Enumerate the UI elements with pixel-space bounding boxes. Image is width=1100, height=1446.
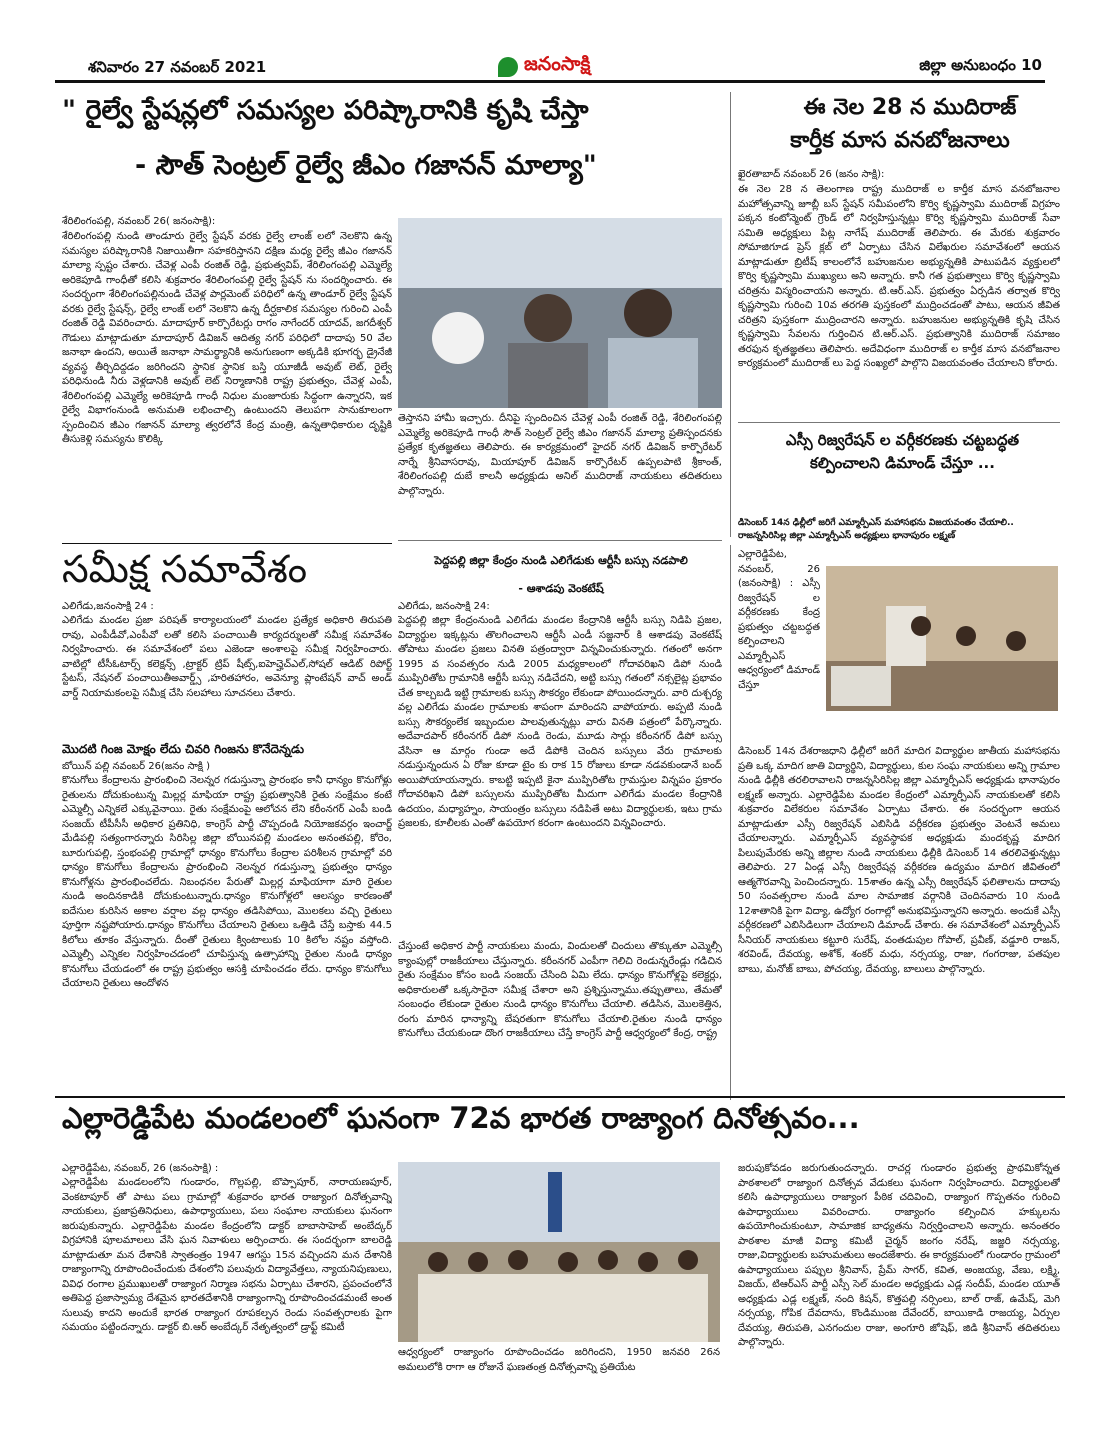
story6-headline: పెద్దపల్లి జిల్లా కేంద్రం నుండి ఎలిగేడుకు ఆర్టీసీ బస్సు నడపాలి <box>434 554 688 567</box>
mrps-meeting-photo <box>826 566 1058 711</box>
story7-headline: ఎల్లారెడ్డిపేట మండలంలో ఘనంగా 72వ భారత రాజ్యాంగ దినోత్సవం... <box>62 1101 860 1135</box>
story3-body: డిసెంబర్ 14న దేశరాజధాని ఢిల్లీలో జరిగే మాదిగ విద్యార్థుల జాతీయ మహాసభను ప్రతి ఒక్క మాదిగ జాతి విద్యార్థిని, విద్యార్థులు, కుల సంఘ నాయకులు అన్ని గ్రామాల నుండి ఢిల్లీకి తరలిరావాలని రాజన్నసిరిసిల్ల జిల్లా ఎమ్మార్పీఎస్ అధ్యక్షుడు భానాపురం లక్ష్మణ్ అన్నారు. ఎల్లారెడ్డిపేట మండల కేంద్రంలో ఎమ్మార్పీఎస్ నాయకులతో కలిసి శుక్రవారం విలేకరుల సమావేశం ఏర్పాటు చేశారు. ఈ సందర్భంగా ఆయన మాట్లాడుతూ ఎస్సీ రిజ్వరేషన్ ఎబిసిడి వర్గీకరణ ప్రభుత్వం వెంటనే అమలు చేయాలన్నారు. ఎమ్మార్పీఎస్ వ్యవస్థాపక అధ్యక్షుడు మందకృష్ణ మాదిగ పిలుపుమేరకు అన్ని జిల్లాల నుండి నాయకులు ఢిల్లీకి డిసెంబర్ 14 తరలివెళ్తున్నట్లు తెలిపారు. 27 ఏండ్ల ఎస్సీ రిజ్వరేషన్ల వర్గీకరణ ఉద్యమం మాదిగ జీవితంలో ఆత్మగౌరవాన్ని పెంచిందన్నారు. 15శాతం ఉన్న ఎస్సీ రిజ్వరేషన్ ఫలితాలను దాదాపు 50 సంవత్సరాల నుండి మాల సామాజిక వర్గానికి చెందినవారు 10 నుండి 12శాతానికి పైగా విద్యా, ఉద్యోగ రంగాల్లో అనుభవిస్తున్నారని అన్నారు. అందుకే ఎస్సీ వర్గీకరణలో ఎబిసిడిలుగా చేయాలని డిమాండ్ చేశారు. ఈ సమావేశంలో ఎమ్మార్పీఎస్ సీనియర్ నాయకులు కట్టూరి సురేష్, వంతడుపుల గోపాల్, ప్రవీణ్, వడ్డూరి రాజన్, శరవిండ్, దేవయ్య, అశోక్, శంకర్ మధు, నర్సయ్య, రాజు, గంగరాజు, పతపుల బాబు, మనోజ్ బాబు, పోచయ్య, దేవయ్య, బాలులు పాల్గొన్నారు. <box>738 746 1060 975</box>
story1-dateline: శేరిలింగంపల్లి, నవంబర్ 26( జనంసాక్షి): <box>62 216 216 227</box>
issue-date: శనివారం 27 నవంబర్ 2021 <box>88 58 267 76</box>
story2-rule <box>738 422 1060 423</box>
masthead-logo <box>498 53 590 80</box>
story3-deck-1: డిసెంబర్ 14న ఢిల్లీలో జరిగే ఎమ్మార్పీఎస్ మహాసభను విజయవంతం చేయాలి.. <box>738 518 1014 528</box>
story4-rule <box>62 543 392 544</box>
meeting-photo-art <box>826 566 1058 711</box>
railway-station-photo <box>398 218 722 408</box>
story4-headline: సమీక్ష సమావేశం <box>62 547 308 591</box>
story7-caption-text: ఆధ్వర్యంలో రాజ్యాంగం రూపొందించడం జరిగిందని, 1950 జనవరి 26న అమలులోకి రాగా ఆ రోజునే ఘణతంత్ర దినోత్సవాన్ని ప్రతియేట <box>398 1347 720 1373</box>
story7-body-left: ఎల్లారెడ్డిపేట మండలంలోని గుండారం, గొల్లపల్లి, బొప్పాపూర్, నారాయణపూర్, వెంకటాపూర్ తో పాటు పలు గ్రామాల్లో శుక్రవారం భారత రాజ్యాంగ దినోత్సవాన్ని నాయకులు, ప్రజాప్రతినిధులు, ఉపాధ్యాయులు, పలు సంఘాల నాయకులు ఘనంగా జరుపుకున్నారు. ఎల్లారెడ్డిపేట మండల కేంద్రంలోని డాక్టర్ బాబాసాహెబ్ అంబేద్కర్ విగ్రహానికి పూలమాలలు వేసి ఘన నివాళులు అర్పించారు. ఈ సందర్భంగా బాలరెడ్డి మాట్లాడుతూ మన దేశానికి స్వాతంత్రం 1947 ఆగస్టు 15న వచ్చిందని మన దేశానికి రాజ్యాంగాన్ని రూపొందించేందుకు దేశంలోని పలువురు విద్యావేత్తలు, న్యాయనిపుణులు, వివిధ రంగాల ప్రముఖులతో రాజ్యాంగ నిర్మాణ సభను ఏర్పాటు చేశారని, ప్రపంచంలోనే అతిపెద్ద ప్రజాస్వామ్య దేశమైన భారతదేశానికి రాజ్యాంగాన్ని రూపొందించడమంటే అంత సులువు కాదని అందుకే భారత రాజ్యాంగ రూపకల్పన రెండు సంవత్సరాలకు పైగా సమయం పట్టిందన్నారు. డాక్టర్ బి.ఆర్ అంబేద్కర్ నేతృత్వంలో డ్రాఫ్ట్ కమిటీ <box>62 1177 392 1333</box>
story1-body-right: తెస్తానని హామీ ఇచ్చారు. దీనిపై స్పందించిన చేవెళ్ల ఎంపీ రంజిత్ రెడ్డి, శేరిలింగంపల్లి ఎమ్మెల్యే అరికెపూడి గాంధీ సౌత్ సెంట్రల్ రైల్వే జీఎం గజానన్ మాల్యా ప్రతిస్పందనకు ప్రత్యేక కృతజ్ఞతలు తెలిపారు. ఈ కార్యక్రమంలో హైదర్ నగర్ డివిజన్ కార్పొరేటర్ నార్నే శ్రీనివాసరావు, మియాపూర్ డివిజన్ కార్పొరేటర్ ఉప్పలపాటి శ్రీకాంత్, శేరిలింగంపల్లి దుబే కాలనీ అధ్యక్షుడు అనిల్ ముదిరాజ్ నాయకులు తదితరులు పాల్గొన్నారు. <box>398 413 722 497</box>
story2-headline-2: కార్తీక మాస వనబోజనాలు <box>790 128 1010 153</box>
story7-body-right: జరుపుకోవడం జరుగుతుందన్నారు. రాచర్ల గుండారం ప్రభుత్వ ప్రాథమికోన్నత పాఠశాలలో రాజ్యాంగ దినోత్సవ వేడుకలు ఘనంగా నిర్వహించారు. విద్యార్థులతో కలిసి ఉపాధ్యాయులు రాజ్యాంగ పీఠిక చదివించి, రాజ్యాంగ గొప్పతనం గురించి ఉపాధ్యాయులు వివరించారు. రాజ్యాంగం కల్పించిన హక్కులను ఉపయోగించుకుంటూ, సామాజిక బాధ్యతను నిర్వర్తించాలని అన్నారు. అనంతరం పాఠశాల మాజీ విద్యా కమిటీ చైర్మన్ జంగం నరేష్, జజ్జరి నర్సయ్య, రాజు,విద్యార్థులకు బహుమతులు అందజేశారు. ఈ కార్యక్రమంలో గుండారం గ్రామంలో ఉపాధ్యాయులు పప్పుల శ్రీనివాస్, ప్రేమ్ సాగర్, కవిత, అంజయ్య, వేణు, లక్ష్మి, విజయ్, టిఆర్ఎస్ పార్టీ ఎస్సీ సెల్ మండల అధ్యక్షుడు ఎడ్ల సందీప్, మండల యూత్ అధ్యక్షుడు ఎడ్ల లక్ష్మణ్, నంది కిషన్, కొత్తపల్లి నర్సింలు, బాల్ రాజ్, ఉమేష్, మెగి నర్సయ్య, గోపిక దేవదాను, కొండిముంజ దేవేందర్, బాయికాడి రాజయ్య, ఏర్పుల దేవయ్య, తిరుపతి, ఎనగందుల రాజు, అంగూరి జోషెఫ్, జిడి శ్రీనివాస్ తదితరులు పాల్గొన్నారు. <box>738 1163 1060 1348</box>
header-rule <box>55 80 1045 83</box>
masthead-title: జనంసాక్షి <box>524 53 591 75</box>
story6-body: పెద్దపల్లి జిల్లా కేంద్రంనుండి ఎలిగేడు మండల కేంద్రానికి ఆర్టీసీ బస్సు నిడిపి ప్రజల, విద్యార్థుల ఇక్కట్లను తొలగించాలని ఆర్టీసీ ఎండీ సజ్జనార్ కి ఆశాడపు వెంకటేష్ తోపాటు మండల ప్రజలు వినతి పత్రంద్వారా విన్నవించుకున్నారు. గతంలో అనగా 1995 వ సంవత్సరం నుడి 2005 మధ్యకాలంలో గోదావరిఖని డిపో నుండి ముప్పిరితోట గ్రామానికి ఆర్టీసీ బస్సు నడిచేదని, అట్టి బస్సు గతంలో నక్సలైట్ల ప్రభావం చేత కాల్చబడి ఇట్టి గ్రామాలకు బస్సు సౌకర్యం లేకుండా పోయిందన్నారు. వారి దుశ్చర్య వల్ల ఎలిగేడు మండల గ్రామాలకు శాపంగా మారిందని వాపోయారు. అప్పటి నుండి బస్సు సౌకర్యంలేక ఇబ్బందుల పాలవుతున్నట్లు వారు వినతి పత్రంలో పేర్కొన్నారు. అదేవాదపార్ కరీంనగర్ డిపో నుండి రెండు, మూడు సార్లు కరీంనగర్ డిపో బస్సు వేసినా ఆ మార్గం గుండా అదే డిపోకి చెందిన బస్సులు వేరు గ్రామాలకు నడుస్తున్నందున ఏ రోజు కూడా టైం కు రాక 15 రోజులు కూడా నడవకుండానే బంద్ అయిపోయాయన్నారు. కాబట్టి ఇప్పటి కైనా ముప్పిరితోట గ్రామస్తుల విన్నపం ప్రకారం గోదావరిఖని డిపో బస్సులను ముప్పిరితోట మీదుగా ఎలిగేడు మండల కేంద్రానికి ఉదయం, మధ్యాహ్నం, సాయంత్రం బస్సులు నడిపితే అటు విద్యార్థులకు, ఇటు గ్రామ ప్రజలకు, కూలీలకు ఎంతో ఉపయోగ కరంగా ఉంటుందని విన్నవించారు. <box>398 615 722 829</box>
story6-byline: - ఆశాడపు వెంకటేష్ <box>518 582 604 595</box>
story7-dateline: ఎల్లారెడ్డిపేట, నవంబర్, 26 (జనంసాక్షి) : <box>62 1163 219 1174</box>
story6-dateline: ఎలిగేడు, జనంసాక్షి 24: <box>398 601 490 612</box>
story4-dateline: ఎలిగేడు,జనంసాక్షి 24 : <box>62 601 154 612</box>
column-rule-2 <box>730 545 731 1100</box>
story5-continued: చేస్తుంటే అధికార పార్టీ నాయకులు మందు, విందులతో చిందులు తొక్కుతూ ఎమ్మెల్సీ క్యాంపుల్లో రాజకీయాలు చేస్తున్నారు. కరీంనగర్ ఎంపీగా గెలిచి రెండున్నరేండ్లు గడిచిన రైతు సంక్షేమం కోసం బండి సంజయ్ చేసింది ఏమి లేదు. ధాన్యం కొనుగోళ్లపై కలెక్టర్లు, అధికారులతో ఒక్కసారైనా సమీక్ష చేశారా అని ప్రశ్నిస్తున్నాము.తప్పుతాలు, తేమతో సంబంధం లేకుండా రైతుల నుండి ధాన్యం కొనుగోలు చేయాలి. తడిసిన, మొలకెత్తిన, రంగు మారిన ధాన్యాన్ని బేషరతుగా కొనుగోలు చేయాలి.రైతుల నుండి ధాన్యం కొనుగోలు చేయకుండా దొంగ రాజకీయాలు చేస్తే కాంగ్రెస్ పార్టీ ఆధ్వర్యంలో కేంద్ర, రాష్ట్ర <box>398 941 722 1039</box>
story2-body: ఈ నెల 28 న తెలంగాణ రాష్ట్ర ముదిరాజ్ ల కార్తీక మాస వనబోజనాల మహోత్సవాన్ని జూబ్లీ బస్ స్టేషన్ సమీపంలోని కొర్వి కృష్ణస్వామి ముదిరాజ్ విగ్రహం పక్కన కంటోన్మెంట్ గ్రౌండ్ లో నిర్వహిస్తున్నట్లు కొర్వి కృష్ణస్వామి ముదిరాజ్ సేవా సమితి అధ్యక్షులు పిట్ల నాగేష్ ముదిరాజ్ తెలిపారు. ఈ మేరకు శుక్రవారం సోమాజిగూడ ప్రెస్ క్లబ్ లో ఏర్పాటు చేసిన విలేఖరుల సమావేశంలో ఆయన మాట్లాడుతూ బ్రిటీష్ కాలంలోనే బహుజనుల అభ్యున్నతికి పాటుపడిన వ్యక్తులలో కొర్వి కృష్ణస్వామి ముఖ్యులు అని అన్నారు. కానీ గత ప్రభుత్వాలు కొర్వి కృష్ణస్వామి చరిత్రను విస్మరించాయని అన్నారు. టి.ఆర్.ఎస్. ప్రభుత్వం ఏర్పడిన తర్వాత కొర్వి కృష్ణస్వామి గురించి 10వ తరగతి పుస్తకంలో ముద్రించడంతో పాటు, ఆయన జీవిత చరిత్రని పుస్తకంగా ముద్రించారని అన్నారు. బహుజనుల అభ్యున్నతికి కృషి చేసిన కృష్ణస్వామి సేవలను గుర్తించిన టి.ఆర్.ఎస్. ప్రభుత్వానికి ముదిరాజ్ సమాజం తరఫున కృతజ్ఞతలు తెలిపారు. అదేవిధంగా ముదిరాజ్ ల కార్తీక మాస వనబోజనాల కార్యక్రమంలో ముదిరాజ్ లు పెద్ద సంఖ్యలో పాల్గొని విజయవంతం చేయాలని కోరారు. <box>738 184 1060 369</box>
story5-headline: మొదటి గింజ మోక్షం లేదు చివరి గింజను కొనేదెన్నడు <box>62 742 304 756</box>
railway-photo-art <box>398 218 722 408</box>
story3-narrow: ఎల్లారెడ్డిపేట, నవంబర్, 26 (జనంసాక్షి) : ఎస్సీ రిజ్వరేషన్ ల వర్గీకరణకు కేంద్ర ప్రభుత్వం చట్టబద్ధత కల్పించాలని ఎమ్మార్పీఎస్ ఆధ్వర్యంలో డిమాండ్ చేస్తూ <box>738 549 820 691</box>
logo-leaf-icon <box>498 57 518 77</box>
story3-headline-1: ఎస్సీ రిజ్వరేషన్ ల వర్గీకరణకు చట్టబద్ధత <box>785 431 1020 449</box>
constitution-photo-art <box>398 1162 720 1342</box>
column-rule <box>730 92 731 537</box>
constitution-day-photo <box>398 1162 720 1342</box>
story5-body: కొనుగోలు కేంద్రాలను ప్రారంభించి నెలన్నర గడుస్తున్నా ప్రారంభం కానీ ధాన్యం కొనుగోళ్లు రైతులను దోచుకుంటున్న మిల్లర్ల మాఫియా రాష్ట్ర ప్రభుత్వానికి రైతు సంక్షేమం కంటే ఎమ్మెల్సీ ఎన్నికలే ఎక్కువైనాయి. రైతు సంక్షేమంపై ఆలోచన లేని కరీంనగర్ ఎంపీ బండి సంజయ్ టీపీసీసీ అధికార ప్రతినిధి, కాంగ్రెస్ పార్టీ చొప్పదండి నియోజకవర్గం ఇంచార్జ్ మేడిపల్లి సత్యంగారన్నారు సిరిసిల్ల జిల్లా బోయినపల్లి మండలం అనంతపల్లి, కోరెం, బూరుగుపల్లి, స్తంభంపల్లి గ్రామాల్లో ధాన్యం కొనుగోలు కేంద్రాల పరిశీలన గ్రామాల్లో వరి ధాన్యం కొనుగోలు కేంద్రాలను ప్రారంభించి నెలన్నర గడుస్తున్నా ప్రభుత్వం ధాన్యం కొనుగోళ్లను ప్రారంభించలేదు. నిబంధనల పేరుతో మిల్లర్ల మాఫియాగా మారి రైతుల నుండి అందినకాడికి దోచుకుంటున్నారు.ధాన్యం కొనుగోళ్లలో ఆలస్యం కారణంతో ఐదేసుల కురిసిన అకాల వర్షాల వల్ల ధాన్యం తడిసిపోయి, మొలకలు వచ్చి రైతులు పూర్తిగా నష్టపోయారు.ధాన్యం కొనుగోలు చేయాలని రైతులు ఒత్తిడి చేస్తే బస్తాకు 44.5 కిలోలు తూకం వేస్తున్నారు. దీంతో రైతులు క్వింటాలుకు 10 కిలోల నష్టం వస్తోంది. ఎమ్మెల్సీ ఎన్నికల నిర్వహించడంలో చూపిస్తున్న ఉత్సాహాన్ని రైతుల నుండి ధాన్యం కొనుగోలు చేయడంలో ఈ రాష్ట్ర ప్రభుత్వం ఆసక్తి చూపించడం లేదు. ధాన్యం కొనుగోలు చేయాలని రైతులు ఆందోళన <box>62 775 392 989</box>
story7-top-rule <box>55 1096 1065 1098</box>
story1-body-left: శేరిలింగంపల్లి నుండి తాండూరు రైల్వే స్టేషన్ వరకు రైల్వే లాంజ్ లలో నెలకొని ఉన్న సమస్యల పరిష్కారానికి నిజాయితీగా సహకరిస్తానని దక్షిణ మధ్య రైల్వే జీఎం గజానన్ మాల్యా స్పష్టం చేశారు. చేవెళ్ల ఎంపీ రంజిత్ రెడ్డి, ప్రభుత్వవిప్, శేరిలింగంపల్లి ఎమ్మెల్యే అరికెపూడి గాంధీతో కలిసి శుక్రవారం శేరిలింగంపల్లి రైల్వే స్టేషన్ ను సందర్శించారు. ఈ సందర్భంగా శేరిలింగంపల్లినుండి చేవెళ్ల పార్లమెంట్ పరిధిలో ఉన్న తాండూర్ రైల్వే స్టేషన్ వరకు రైల్వే స్టేషన్స్, రైల్వే లాంజ్ లలో నెలకొని ఉన్న దీర్ఘకాలిక సమస్యల గురించి ఎంపీ రంజిత్ రెడ్డి వివరించారు. మాదాపూర్ కార్పొరేటర్లు రాగం నాగేందర్ యాదవ్, జగదీశ్వర్ గౌడులు మాట్లాడుతూ మాదాపూర్ డివిజన్ ఆదిత్య నగర్ పరిధిలో దాదాపు 50 వేల జనాభా ఉందని, అయితే జనాభా సామర్థ్యానికి అనుగుణంగా అక్కడికి భూగర్భ డ్రైనేజీ వ్యవస్థ తీర్చిదిద్దడం జరిగిందని స్థానిక స్థానిక బస్తి యూజీడీ అవుట్ లెట్, రైల్వే పరిధినుండి నీరు వెళ్లడానికి అవుట్ లెట్ నిర్మాణానికి రాష్ట్ర ప్రభుత్వం, చేవెళ్ల ఎంపీ, శేరిలింగంపల్లి ఎమ్మెల్యే అరికెపూడి గాంధీ నిధుల మంజూరుకు సిద్ధంగా ఉన్నారని, ఇక రైల్వే విభాగంనుండి అనుమతి లభించాల్సి ఉంటుందని తెలుపగా సానుకూలంగా స్పందించిన జీఎం గజానన్ మాల్యా త్వరలోనే కేంద్ర మంత్రి, ఉన్నతాధికారుల దృష్టికి తీసుకెళ్లి సమస్యను కొలిక్కి <box>62 231 392 445</box>
section-name: జిల్లా అనుబంధం <box>919 56 1016 74</box>
story1-headline-1: " రైల్వే స్టేషన్లలో సమస్యల పరిష్కారానికి కృషి చేస్తా <box>62 95 589 126</box>
story4-body: ఎలిగేడు మండల ప్రజా పరిషత్ కార్యాలయంలో మండల ప్రత్యేక అధికారి తిరుపతి రావు, ఎంపీడీవో,ఎంపీవో లతో కలిసి పంచాయితీ కార్యదర్శులతో సమీక్ష సమావేశం నిర్వహించారు. ఈ సమావేశంలో పలు ఎజెండా అంశాలపై సమీక్ష నిర్వహించారు. వాటిల్లో టీసీఓటార్స్ కలెక్షన్స్ ,ట్రాక్టర్ ట్రిప్ షీట్స్,ఐహెచ్హెచ్ఎల్,సోషల్ ఆడిట్ రిపోర్ట్ స్టేటస్, నేషనల్ పంచాయితీఅవార్డ్స్ ,హరితహారం, అవెన్యూ ప్లాంటేషన్ వాచ్ అండ్ వార్డ్ నియామకంలపై సమీక్ష చేసి సలహాలు సూచనలు చేశారు. <box>62 615 392 699</box>
story3-headline-2: కల్పించాలని డిమాండ్ చేస్తూ ... <box>810 454 995 472</box>
story2-headline-1: ఈ నెల 28 న ముదిరాజ్ <box>803 95 1017 120</box>
story3-deck-2: రాజన్నసిరిసిల్ల జిల్లా ఎమ్మార్పీఎస్ అధ్యక్షులు భానాపురం లక్ష్మణ్ <box>738 531 956 541</box>
story6-rule <box>398 540 722 541</box>
page-number: 10 <box>1021 56 1042 74</box>
story1-headline-2: - సౌత్ సెంట్రల్ రైల్వే జీఎం గజానన్ మాల్యా" <box>135 150 597 181</box>
story2-dateline: ఖైరతాబాద్ నవంబర్ 26 (జనం సాక్షి): <box>738 169 885 180</box>
section-page <box>919 56 1042 78</box>
story5-dateline: బోయిన్ పల్లి నవంబర్ 26(జనం సాక్షి ) <box>62 761 211 772</box>
